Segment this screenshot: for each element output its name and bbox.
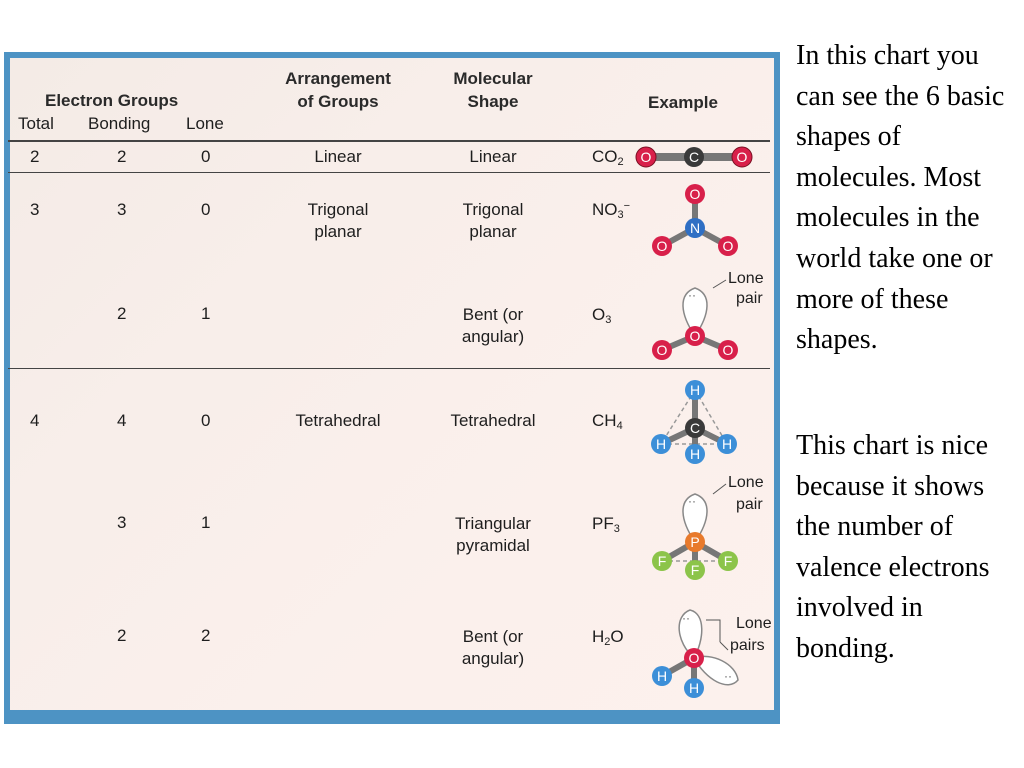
atom-label: O: [656, 342, 668, 358]
atom-label: C: [688, 149, 700, 165]
header-total: Total: [18, 114, 54, 133]
atom-label: O: [689, 186, 701, 202]
row-shape-line2: planar: [469, 222, 517, 241]
callout-line: [713, 484, 726, 494]
atom-label: C: [689, 420, 701, 436]
atom-label: H: [689, 446, 701, 462]
atom-label: O: [722, 238, 734, 254]
row-shape-line1: Bent (or: [462, 627, 524, 646]
lone-pair-label: pair: [736, 496, 763, 513]
row-formula: $PF_3$: [592, 514, 620, 535]
atom-label: O: [722, 342, 734, 358]
electron-dots: ··: [724, 669, 732, 683]
side-note-paragraph-1: In this chart you can see the 6 basic shapes of molecules. Most molecules in the world take one or more of these shapes.: [796, 40, 1005, 356]
row-bonding: 2: [117, 304, 127, 323]
atom-label: O: [640, 149, 652, 165]
pf3-molecule-diagram: [650, 470, 774, 584]
lone-pairs-label: pairs: [730, 637, 765, 654]
atom-label: H: [721, 436, 733, 452]
row-lone: 0: [201, 147, 211, 166]
row-lone: 0: [201, 411, 211, 430]
atom-label: F: [657, 553, 667, 569]
atom-label: O: [688, 650, 700, 666]
atom-label: H: [655, 436, 667, 452]
header-bonding: Bonding: [88, 114, 151, 133]
row-lone: 1: [201, 304, 211, 323]
atom-label: O: [656, 238, 668, 254]
electron-dots: ··: [688, 494, 696, 508]
row-shape-line2: pyramidal: [456, 536, 530, 555]
row-bonding: 2: [117, 147, 127, 166]
atom-label: H: [656, 668, 668, 684]
atom-label: H: [688, 680, 700, 696]
atom-label: O: [736, 149, 748, 165]
row-shape: Linear: [469, 147, 517, 166]
atom-label: P: [690, 534, 700, 550]
row-formula: $H_2O$: [592, 627, 624, 648]
header-arrangement-line2: of Groups: [297, 92, 379, 111]
row-shape-line2: angular): [461, 327, 525, 346]
row-lone: 2: [201, 626, 211, 645]
o3-molecule-diagram: [650, 266, 774, 364]
atom-label: F: [723, 553, 733, 569]
atom-label: F: [690, 562, 700, 578]
row-shape-line1: Triangular: [455, 514, 531, 533]
row-total: 3: [30, 200, 40, 219]
row-total: 2: [30, 147, 40, 166]
h2o-molecule-diagram: [648, 600, 774, 700]
header-lone: Lone: [186, 114, 224, 133]
callout-line: [713, 280, 726, 288]
callout-line: [706, 620, 720, 642]
co2-molecule-diagram: [636, 145, 760, 169]
row-shape: Tetrahedral: [450, 411, 536, 430]
no3-molecule-diagram: [650, 182, 740, 262]
row-total: 4: [30, 411, 40, 430]
row-formula: $NO_3^-$: [592, 200, 631, 221]
row-divider: [8, 172, 770, 173]
row-formula: $CH_4$: [592, 411, 623, 432]
row-shape-line1: Bent (or: [462, 305, 524, 324]
row-bonding: 2: [117, 626, 127, 645]
header-arrangement-line1: Arrangement: [285, 69, 391, 88]
ch4-molecule-diagram: [650, 378, 740, 468]
lone-pair-label: Lone: [728, 270, 764, 287]
row-arrangement: Tetrahedral: [295, 411, 381, 430]
atom-label: H: [689, 382, 701, 398]
header-shape-line1: Molecular: [453, 69, 533, 88]
row-bonding: 3: [117, 200, 127, 219]
side-note-paragraph-2: This chart is nice because it shows the number of valence electrons involved in bonding.: [796, 430, 990, 664]
row-shape-line1: Trigonal: [462, 200, 524, 219]
row-shape-line2: angular): [461, 649, 525, 668]
row-divider: [8, 368, 770, 369]
lone-pairs-label: Lone: [736, 615, 772, 632]
lone-pair-label: Lone: [728, 474, 764, 491]
row-lone: 0: [201, 200, 211, 219]
header-electron-groups: Electron Groups: [45, 91, 179, 110]
row-bonding: 4: [117, 411, 127, 430]
row-formula: $O_3$: [592, 305, 612, 326]
callout-line: [720, 642, 728, 650]
row-arrangement: Linear: [314, 147, 362, 166]
row-lone: 1: [201, 513, 211, 532]
header-example: Example: [648, 93, 718, 112]
header-divider: [8, 140, 770, 142]
electron-dots: ··: [682, 611, 690, 625]
lone-pair-label: pair: [736, 290, 763, 307]
row-arrangement-line2: planar: [314, 222, 362, 241]
row-bonding: 3: [117, 513, 127, 532]
electron-dots: ··: [688, 288, 696, 302]
header-shape-line2: Shape: [467, 92, 519, 111]
row-arrangement-line1: Trigonal: [307, 200, 369, 219]
atom-label: O: [689, 328, 701, 344]
atom-label: N: [689, 220, 701, 236]
row-formula: $CO_2$: [592, 147, 624, 168]
